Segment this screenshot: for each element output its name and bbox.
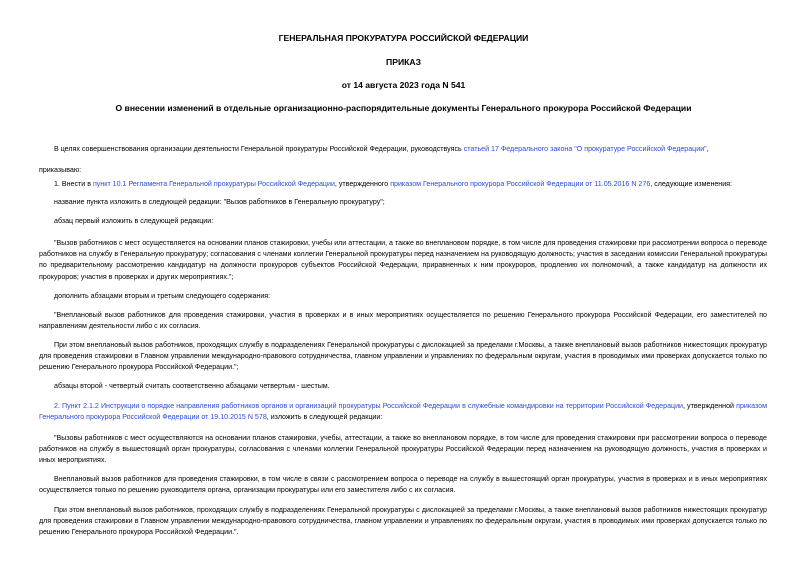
paragraph-shift: абзацы второй - четвертый считать соответственно абзацами четвертым - шестым. — [54, 382, 330, 390]
instruction-link[interactable]: 2. Пункт 2.1.2 Инструкции о порядке направления работников органов и организаций прокуратуры Российской Федерации в служебные командировки на территории Российской Федерации — [54, 402, 683, 410]
item-2: 2. Пункт 2.1.2 Инструкции о порядке направления работников органов и организаций прокуратуры Российской Федерации в служебные командировки на территории Российской Федерации, утвержденной приказом Генерального прокурора Российской Федерации от 19.10.2015 N 578, изложить в следующей редакции: — [39, 402, 767, 422]
quote-2: "Внеплановый вызов работников для проведения стажировки, участия в проверках и в иных мероприятиях осуществляется по решению Генерального прокурора Российской Федерации, его заместителей по направлениям деятельности либо с их согласия. — [39, 311, 767, 331]
regulation-link[interactable]: пункт 10.1 Регламента Генеральной прокуратуры Российской Федерации — [92, 180, 335, 188]
quote-1: "Вызов работников с мест осуществляется на основании планов стажировки, учебы или аттестации, а также во внеплановом порядке, в том числе для проведения стажировки при рассмотрении вопроса о переводе работников на службу в Генеральную прокуратуру; согласования с членами коллегии Генеральной прокуратуры перед назначением на руководящую должность; участия в заседании комиссии Генеральной прокуратуры по предварительному рассмотрению кандидатур на должности прокуроров субъектов Российской Федерации, приравненных к ним прокуроров, продлению их полномочий, а также кандидатур на должности их прокуроров; участия в проверках и других мероприятиях."; — [39, 239, 767, 281]
order-word: приказываю: — [39, 166, 82, 174]
document-title: О внесении изменений в отдельные организационно-распорядительные документы Генерального прокурора Российской Федерации — [115, 103, 692, 113]
law-article-link[interactable]: статьей 17 Федерального закона "О прокуратуре Российской Федерации" — [463, 145, 707, 153]
paragraph-first-change: абзац первый изложить в следующей редакции: — [54, 217, 214, 225]
order-276-link[interactable]: приказом Генерального прокурора Российской Федерации от 11.05.2016 N 276 — [390, 180, 651, 188]
item-1: 1. Внести в пункт 10.1 Регламента Генеральной прокуратуры Российской Федерации, утвержденного приказом Генерального прокурора Российской Федерации от 11.05.2016 N 276, следующие изменения: — [54, 180, 732, 188]
quote-3: При этом внеплановый вызов работников, проходящих службу в подразделениях Генеральной прокуратуры с дислокацией за пределами г.Москвы, а также внеплановый вызов работников нижестоящих прокуратур для проведения стажировки в Главном управлении международно-правового сотрудничества, главном управлении и управлениях по федеральным округам, участия в проводимых ими проверках допускается только по решению Генерального прокурора Российской Федерации."; — [39, 341, 767, 372]
organization-heading: ГЕНЕРАЛЬНАЯ ПРОКУРАТУРА РОССИЙСКОЙ ФЕДЕРАЦИИ — [278, 33, 529, 43]
paragraph-title-change: название пункта изложить в следующей редакции: "Вызов работников в Генеральную прокуратуру"; — [54, 198, 385, 206]
quote-5: Внеплановый вызов работников для проведения стажировки, в том числе в связи с рассмотрением вопроса о переводе на службу в вышестоящий орган прокуратуры, участия в проверках и в иных мероприятиях осуществляется только по решению руководителя органа, организации прокуратуры или его заместителя либо с их согласия. — [39, 475, 767, 495]
quote-6: При этом внеплановый вызов работников, проходящих службу в подразделениях Генеральной прокуратуры с дислокацией за пределами г.Москвы, а также внеплановый вызов работников нижестоящих прокуратур для проведения стажировки в Главном управлении международно-правового сотрудничества, главном управлении и управлениях по федеральным округам, участия в проводимых ими проверках допускается только по решению Генерального прокурора Российской Федерации.". — [39, 506, 767, 537]
document-type: ПРИКАЗ — [386, 57, 421, 67]
paragraph-add: дополнить абзацами вторым и третьим следующего содержания: — [54, 292, 271, 300]
order-date-number: от 14 августа 2023 года N 541 — [341, 80, 466, 90]
intro-paragraph: В целях совершенствования организации деятельности Генеральной прокуратуры Российской Федерации, руководствуясь статьей 17 Федерального закона "О прокуратуре Российской Федерации", — [54, 145, 709, 153]
order-578-link[interactable]: приказом Генерального прокурора Российской Федерации от 19.10.2015 N 578 — [39, 402, 767, 422]
quote-4: "Вызовы работников с мест осуществляются на основании планов стажировки, учебы, аттестации, а также во внеплановом порядке, в том числе для проведения стажировки при рассмотрении вопроса о переводе работников на службу в вышестоящий орган прокуратуры, согласования с членами коллегии Генеральной прокуратуры Российской Федерации перед назначением на руководящую должность, участия в проверках и иных мероприятиях. — [39, 434, 767, 465]
